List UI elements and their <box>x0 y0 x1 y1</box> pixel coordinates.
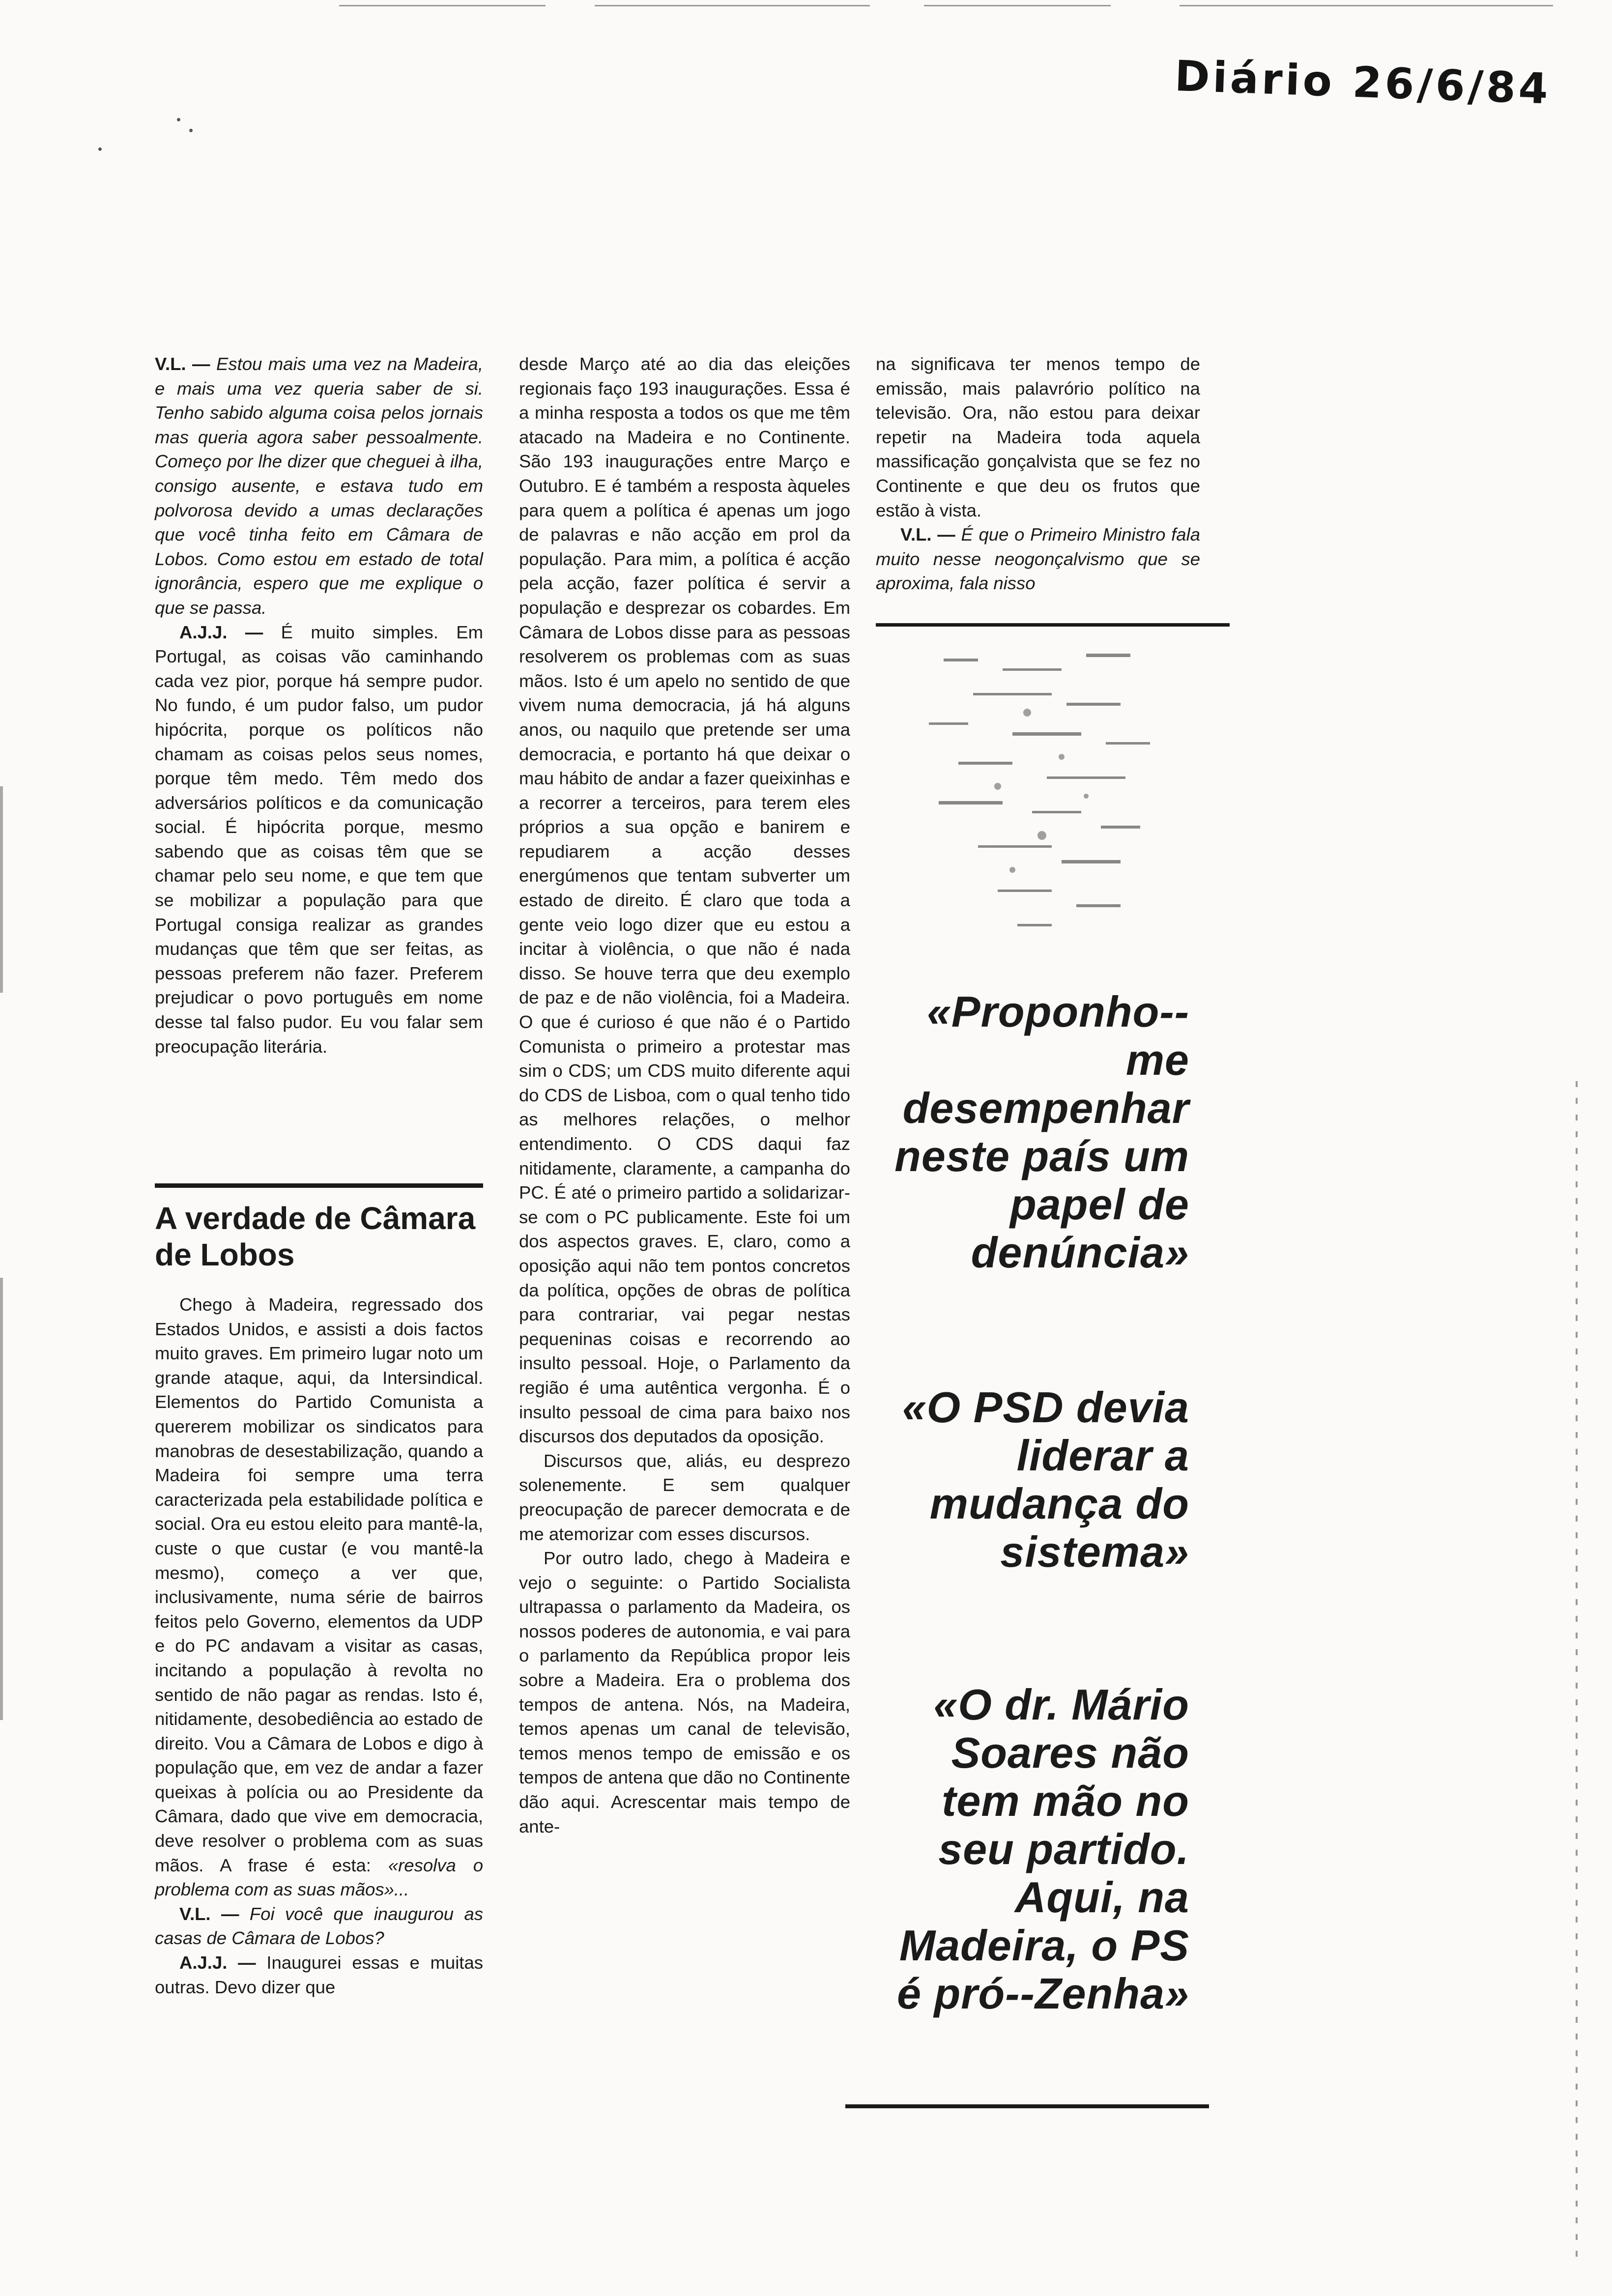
column-3 <box>876 352 1200 596</box>
pull-quote: «Proponho--me desempenhar neste país um papel de denúncia» <box>894 987 1189 1277</box>
interview-paragraph: A.J.J. — Inaugurei essas e muitas outras. Devo dizer que <box>155 1952 483 1997</box>
handwritten-note: Diário 26/6/84 <box>1174 52 1552 114</box>
interview-paragraph: V.L. — Estou mais uma vez na Madeira, e mais uma vez queria saber de si. Tenho sabido alguma coisa pelos jornais mas queria agora saber pessoalmente. Começo por lhe dizer que cheguei à ilha, consigo ausente, e estava tudo em polvorosa devido a umas declarações que você tinha feito em Câmara de Lobos. Como estou em estado de total ignorância, espero que me explique o que se passa. <box>155 354 484 618</box>
column-2 <box>519 352 850 1838</box>
scan-edge-mark <box>1576 1081 1578 2261</box>
body-paragraph: desde Março até ao dia das eleições regionais faço 193 inaugurações. Essa é a minha resposta a todos os que me têm atacado na Madeira e no Continente. São 193 inaugurações entre Março e Outubro. E é também a resposta àqueles para quem a política é apenas um jogo de palavras e não acção em prol da população. Para mim, a política é acção pela acção, fazer política é servir a população e desprezar os cobardes. Em Câmara de Lobos disse para as pessoas resolverem os problemas com as suas mãos. Isto é um apelo no sentido de que vivem numa democracia, já há alguns anos, ou naquilo que pretende ser uma democracia, e portanto há que deixar o mau hábito de andar a fazer queixinhas e a recorrer a terceiros, para terem eles próprios a sua opção e banirem e repudiarem a acção desses energúmenos que tentam subverter um estado de direito. É claro que toda a gente veio logo dizer que eu estou a incitar à violência, o que não é nada disso. Se houve terra que deu exemplo de paz e de não violência, foi a Madeira. O que é curioso é que não é o Partido Comunista o primeiro a protestar mas sim o CDS; um CDS muito diferente aqui do CDS de Lisboa, com o qual tenho tido as melhores relações, o melhor entendimento. O CDS daqui faz nitidamente, claramente, a campanha do PC. É até o primeiro partido a solidarizar-se com o PC publicamente. Este foi um dos aspectos graves. E, claro, como a oposição aqui não tem pontos concretos da política, opções de obras de política para contrariar, vai pegar nestas pequeninas coisas e recorrendo ao insulto pessoal. Hoje, o Parlamento da região é uma autêntica vergonha. É o insulto pessoal de cima para baixo nos discursos dos deputados da oposição. <box>519 354 850 1447</box>
body-paragraph: Por outro lado, chego à Madeira e vejo o seguinte: o Partido Socialista ultrapassa o parlamento da Madeira, os nossos poderes de autonomia, e vai para o parlamento da República propor leis sobre a Madeira. Era o problema dos tempos de antena. Nós, na Madeira, temos apenas um canal de televisão, temos menos tempo de emissão e os tempos de antena que dão no Continente dão aqui. Acrescentar mais tempo de ante- <box>519 1548 850 1837</box>
section-rule <box>155 1183 483 1188</box>
top-edge-line <box>339 5 546 6</box>
section-subheading: A verdade de Câmara de Lobos <box>155 1201 476 1272</box>
column-rule <box>876 623 1230 627</box>
body-paragraph: na significava ter menos tempo de emissão, mais palavrório político na televisão. Ora, não estou para deixar repetir na Madeira toda aquela massificação gonçalvista que se fez no Continente e que deu os frutos que estão à vista. <box>876 354 1200 520</box>
body-paragraph: Chego à Madeira, regressado dos Estados Unidos, e assisti a dois factos muito graves. Em primeiro lugar noto um grande ataque, aqui, da Intersindical. Elementos do Partido Comunista a quererem mobilizar os sindicatos para manobras de desestabilização, quando a Madeira foi sempre uma terra caracterizada pela estabilidade política e social. Ora eu estou eleito para mantê-la, custe o que custar (e vou mantê-la mesmo), começo a ver que, inclusivamente, numa série de bairros feitos pelo Governo, elementos da UDP e do PC andavam a visitar as casas, incitando a população à revolta no sentido de não pagar as rendas. Isto é, nitidamente, desobediência ao estado de direito. Vou a Câmara de Lobos e digo à população que, em vez de andar a fazer queixas à polícia ou ao Presidente da Câmara, dado que vive em democracia, deve resolver o problema com as suas mãos. A frase é esta: «resolva o problema com as suas mãos»... <box>155 1294 483 1900</box>
scan-speck <box>98 147 102 151</box>
bottom-rule <box>845 2104 1209 2108</box>
body-paragraph: Discursos que, aliás, eu desprezo solenemente. E sem qualquer preocupação de parecer democrata e de me atemorizar com esses discursos. <box>519 1450 850 1544</box>
column-1 <box>155 352 483 1059</box>
top-edge-line <box>595 5 870 6</box>
interview-paragraph: A.J.J. — É muito simples. Em Portugal, as coisas vão caminhando cada vez pior, porque há sempre pudor. No fundo, é um pudor falso, um pudor hipócrita, porque os políticos não chamam as coisas pelos seus nomes, porque têm medo. Têm medo dos adversários políticos e da comunicação social. É hipócrita porque, mesmo sabendo que as coisas têm que se chamar pelo seu nome, e que tem que se mobilizar a população para que Portugal consiga realizar as grandes mudanças que têm que ser feitas, as pessoas preferem não fazer. Preferem prejudicar o povo português em nome desse tal falso pudor. Eu vou falar sem preocupação literária. <box>155 622 483 1057</box>
scan-speck <box>189 129 193 132</box>
top-edge-line <box>924 5 1111 6</box>
interview-paragraph: V.L. — Foi você que inaugurou as casas de Câmara de Lobos? <box>155 1903 483 1949</box>
interview-paragraph: V.L. — É que o Primeiro Ministro fala muito nesse neogonçalvismo que se aproxima, fala nisso <box>876 524 1200 594</box>
faded-photo <box>899 639 1224 944</box>
pull-quote: «O PSD devia liderar a mudança do sistema» <box>902 1383 1189 1576</box>
scan-edge-mark <box>0 786 3 993</box>
scan-edge-mark <box>0 1278 3 1720</box>
scan-speck <box>177 118 180 121</box>
top-edge-line <box>1180 5 1553 6</box>
pull-quote: «O dr. Mário Soares não tem mão no seu partido. Aqui, na Madeira, o PS é pró--Zenha» <box>897 1680 1189 2018</box>
column-1-continued <box>155 1292 483 1999</box>
